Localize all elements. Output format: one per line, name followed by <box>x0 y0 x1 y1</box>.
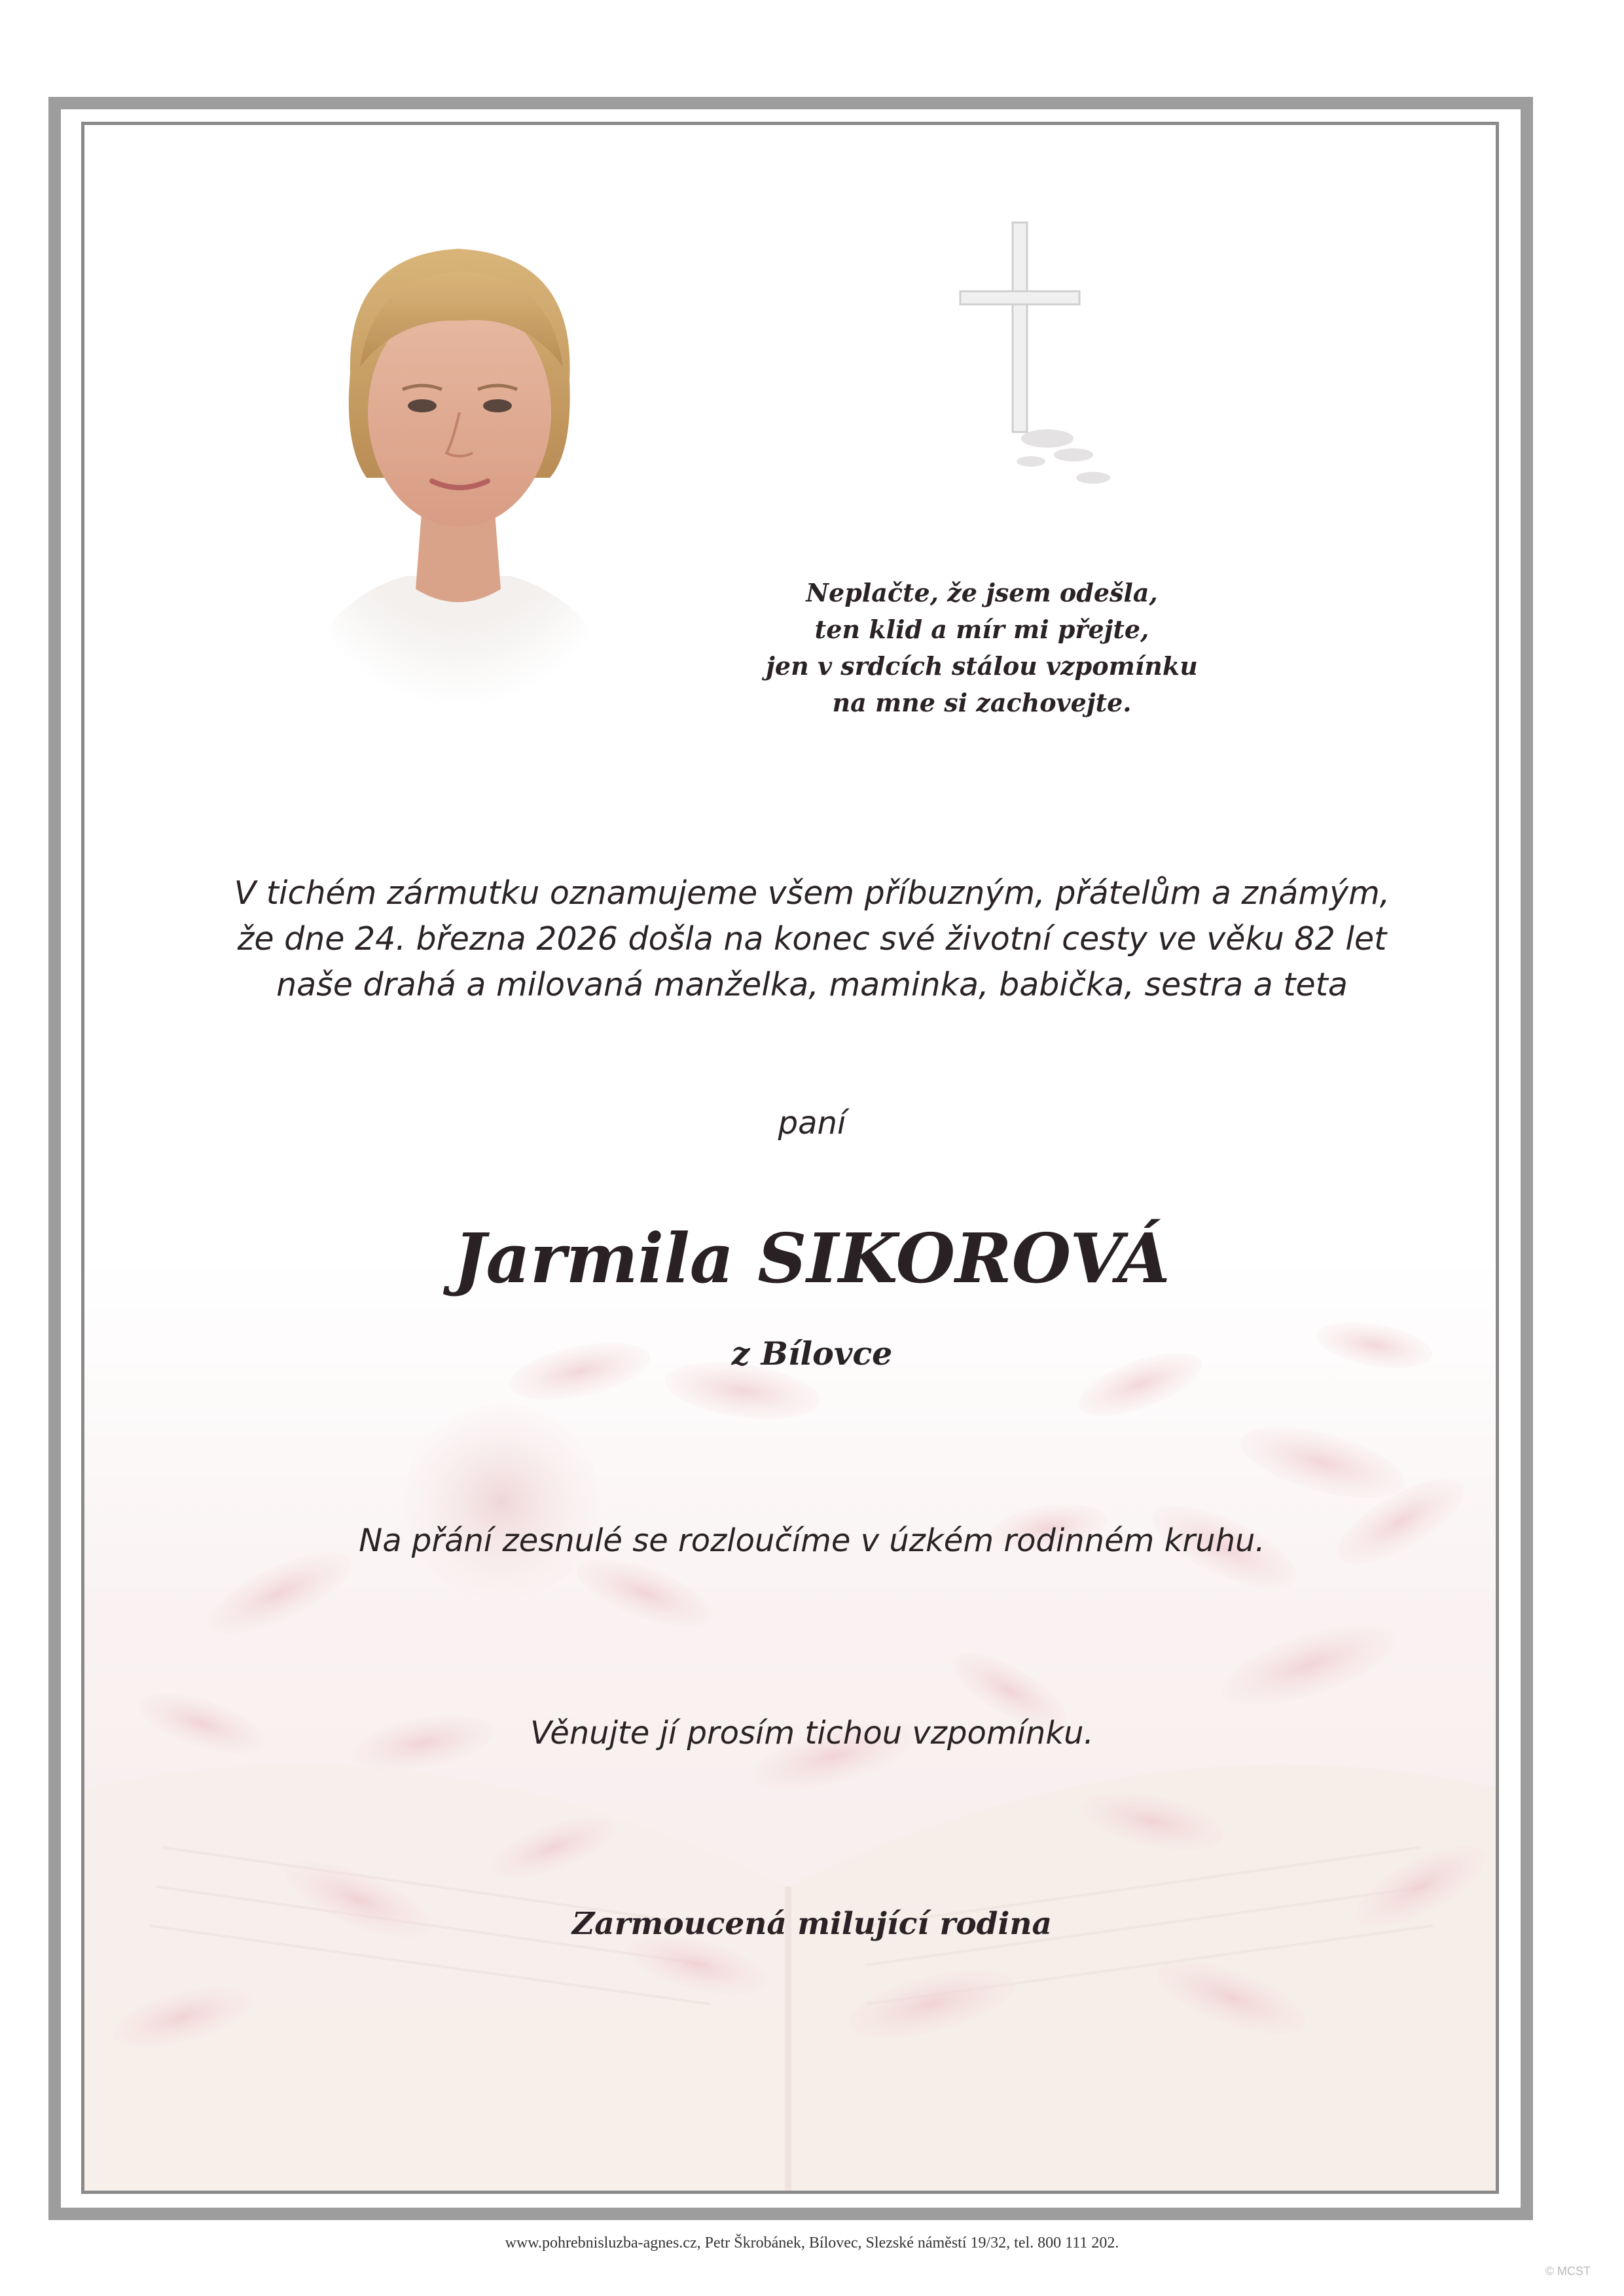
poem-line: jen v srdcích stálou vzpomínku <box>766 651 1198 681</box>
cross-icon <box>910 196 1146 537</box>
family-signature: Zarmoucená milující rodina <box>571 1906 1053 1942</box>
origin-town: z Bílovce <box>731 1335 893 1372</box>
remembrance-note: Věnujte jí prosím tichou vzpomínku. <box>530 1715 1094 1751</box>
salutation: paní <box>778 1105 846 1141</box>
corner-mark: © MCST <box>1545 2265 1591 2278</box>
announcement-text <box>0 870 1624 1008</box>
funeral-service-footer: www.pohrebnisluzba-agnes.cz, Petr Škrobánek, Bílovec, Slezské náměstí 19/32, tel. 800 111 202. <box>505 2234 1119 2251</box>
portrait-photo <box>275 196 641 707</box>
announcement-line: V tichém zármutku oznamujeme všem příbuzným, přátelům a známým, <box>234 874 1390 912</box>
announcement-line: že dne 24. března 2026 došla na konec své životní cesty ve věku 82 let <box>237 920 1387 958</box>
farewell-note: Na přání zesnulé se rozloučíme v úzkém rodinném kruhu. <box>359 1522 1265 1559</box>
poem-verse <box>694 575 1270 721</box>
poem-line: Neplačte, že jsem odešla, <box>806 578 1158 607</box>
announcement-line: naše drahá a milovaná manželka, maminka, babička, sestra a teta <box>276 966 1348 1003</box>
poem-line: ten klid a mír mi přejte, <box>814 615 1149 644</box>
deceased-name: Jarmila SIKOROVÁ <box>454 1218 1170 1299</box>
poem-line: na mne si zachovejte. <box>832 688 1132 717</box>
